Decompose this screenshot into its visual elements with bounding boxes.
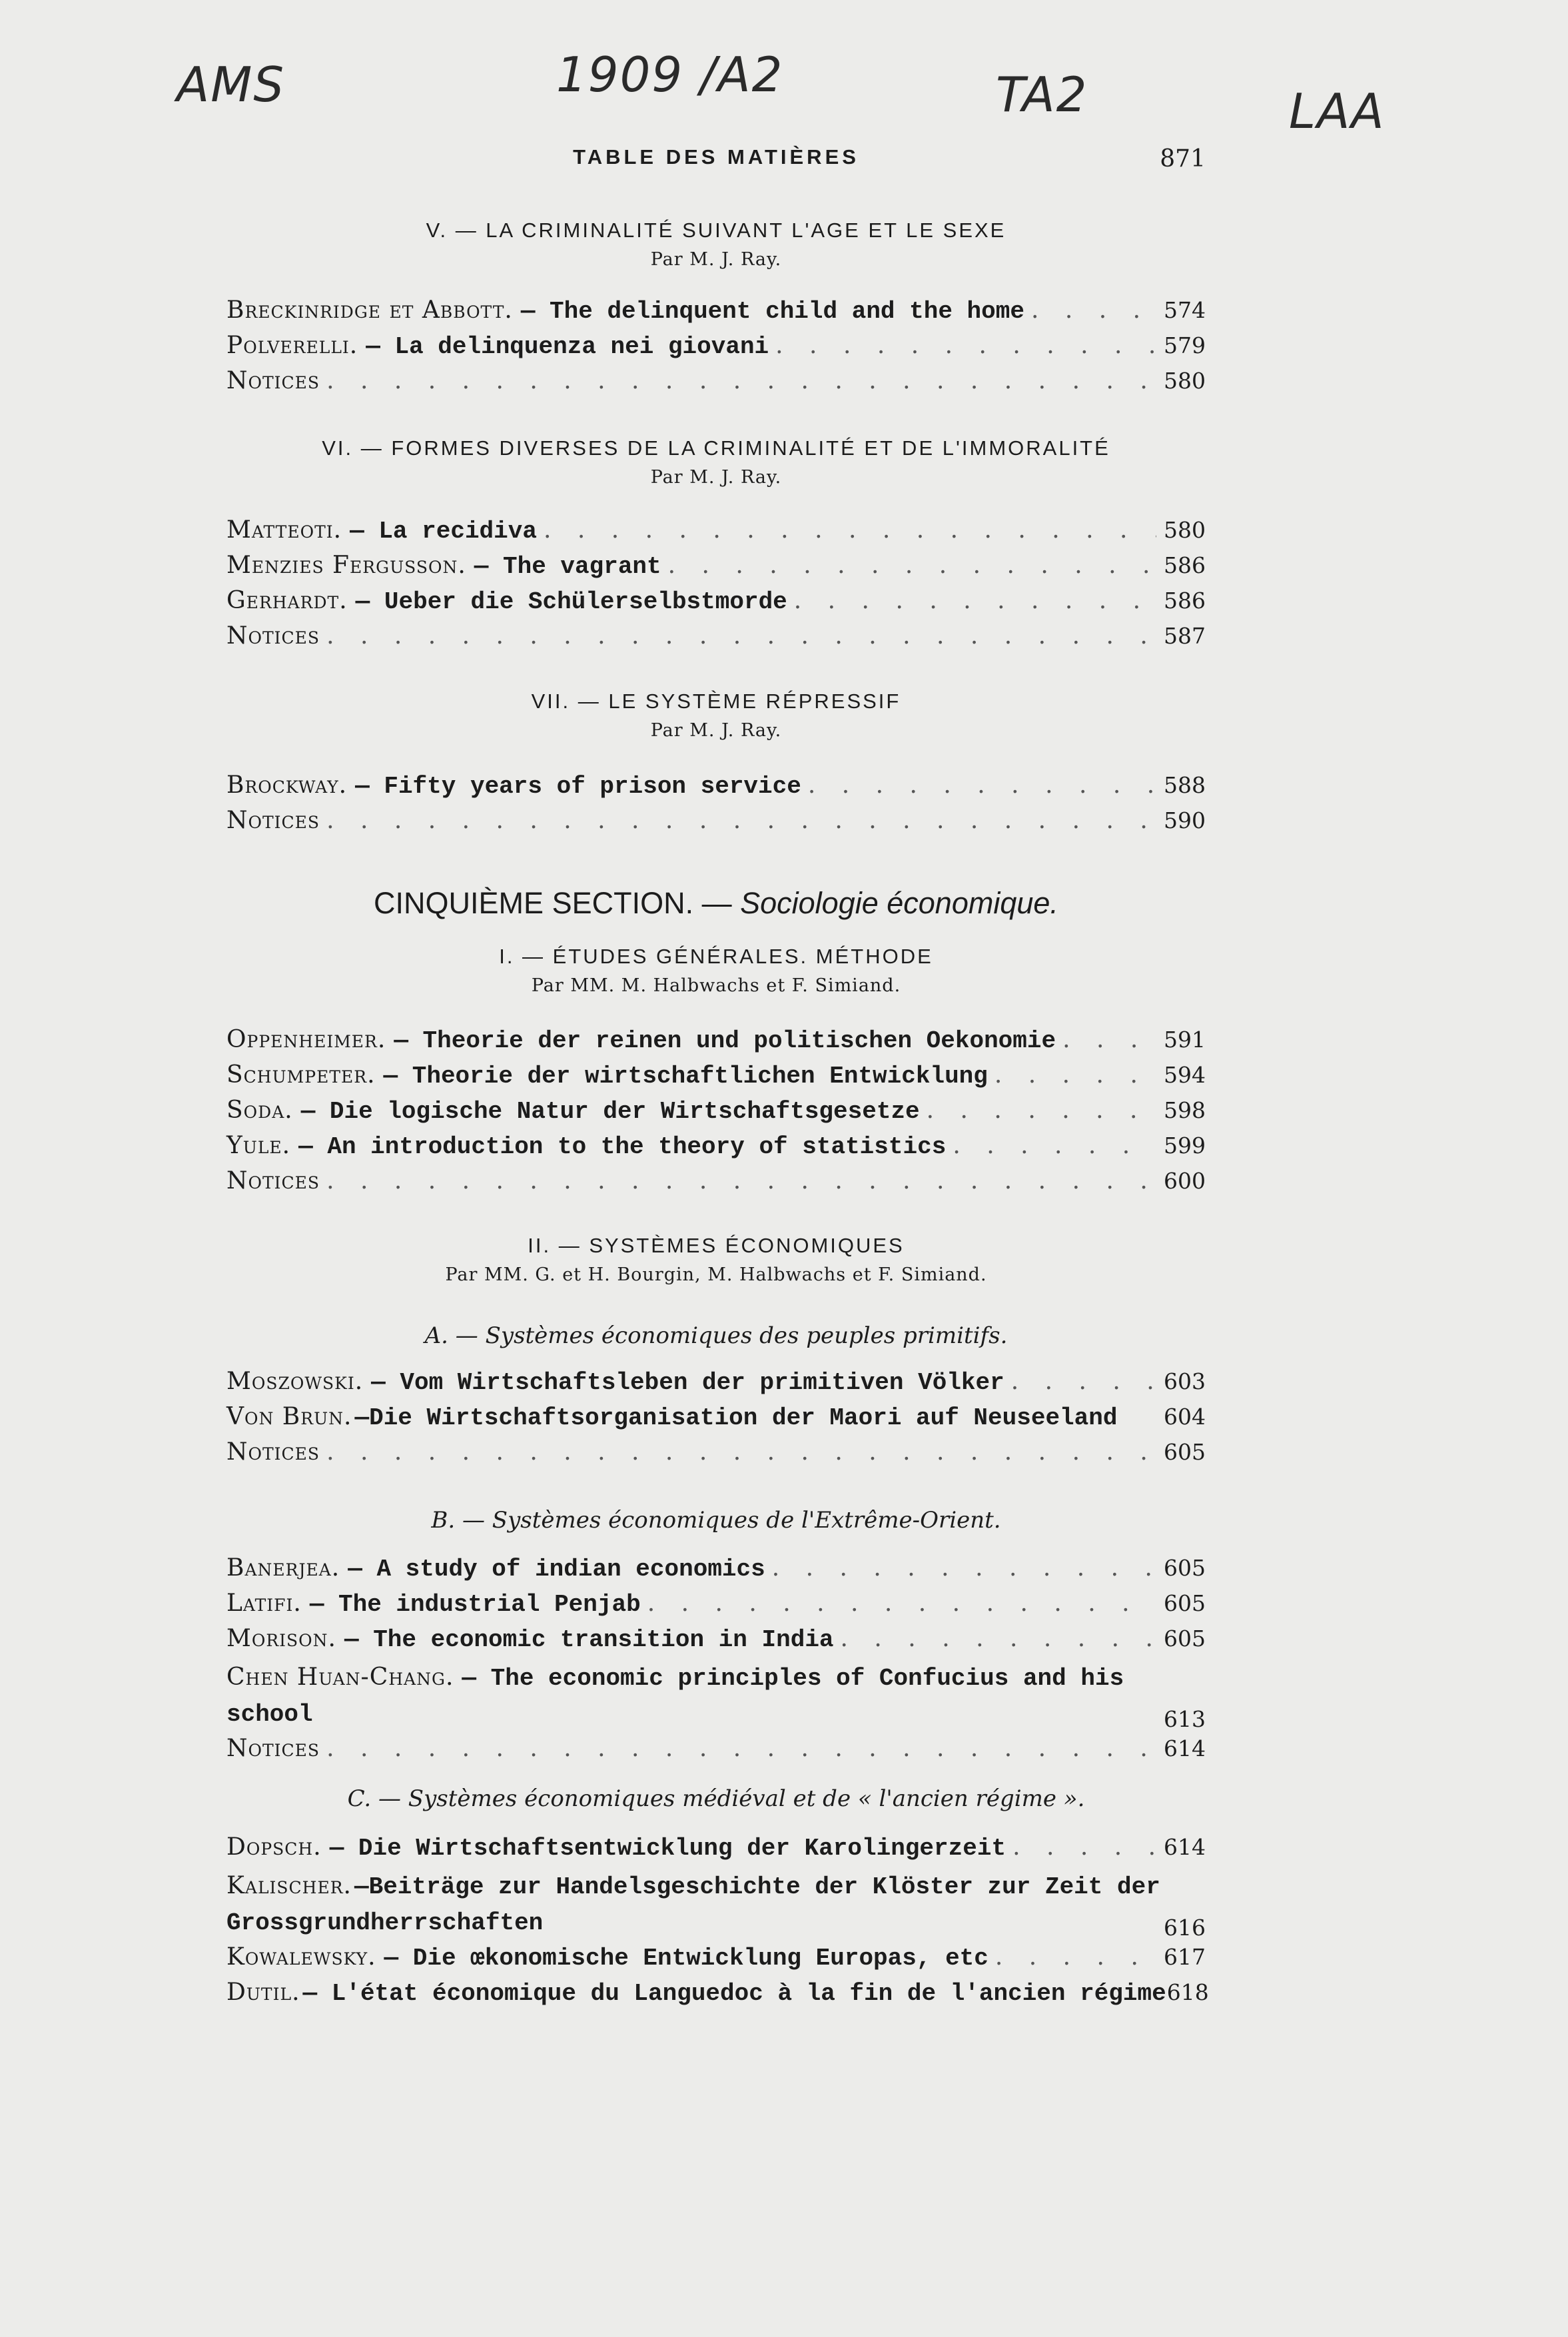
entry-author: Banerjea.	[226, 1554, 340, 1582]
toc-section-ii	[226, 1234, 1206, 1285]
entry-page: 586	[1164, 552, 1206, 578]
leader-dots	[326, 622, 1156, 650]
toc-entry[interactable]	[226, 771, 1206, 807]
toc-section-v	[226, 219, 1206, 270]
toc-entry[interactable]	[226, 516, 1206, 552]
toc-entry[interactable]	[226, 1368, 1206, 1403]
entry-author: Polverelli.	[226, 332, 358, 359]
major-section-name: Sociologie économique.	[740, 886, 1058, 920]
entry-title: — La recidiva	[350, 518, 537, 545]
entry-author: Oppenheimer.	[226, 1026, 386, 1053]
entry-author: Chen Huan-Chang.	[226, 1663, 454, 1691]
toc-entries-vi	[226, 516, 1206, 658]
handwritten-annotation-right-mid: TA2	[996, 67, 1088, 123]
entry-page: 598	[1164, 1097, 1206, 1123]
entry-title: — La delinquenza nei giovani	[366, 333, 769, 360]
section-heading: V. — LA CRIMINALITÉ SUIVANT L'AGE ET LE SEXE	[426, 219, 1006, 242]
entry-title: — Die Wirtschaftsentwicklung der Karolingerzeit	[329, 1835, 1006, 1862]
leader-dots	[326, 807, 1156, 834]
leader-dots	[775, 332, 1156, 359]
toc-entries-i	[226, 1026, 1206, 1202]
section-byline: Par M. J. Ray.	[650, 249, 782, 270]
entry-author: Moszowski.	[226, 1368, 364, 1395]
entry-author: Yule.	[226, 1132, 291, 1159]
leader-dots	[808, 771, 1156, 799]
major-section-title	[226, 886, 1206, 921]
entry-title: —Die Wirtschaftsorganisation der Maori auf Neuseeland	[354, 1404, 1118, 1432]
section-byline: Par MM. M. Halbwachs et F. Simiand.	[531, 975, 901, 996]
major-section-label: CINQUIÈME SECTION. —	[374, 886, 732, 920]
entry-page: 618	[1166, 1979, 1209, 2005]
entry-author: Von Brun.	[226, 1403, 352, 1430]
entry-page: 605	[1164, 1590, 1206, 1616]
section-heading: I. — ÉTUDES GÉNÉRALES. MÉTHODE	[499, 945, 933, 968]
entry-page: 614	[1164, 1834, 1206, 1860]
toc-entries-vii	[226, 771, 1206, 842]
entry-page: 591	[1164, 1027, 1206, 1053]
entry-page: 579	[1164, 332, 1206, 358]
leader-dots	[1031, 296, 1156, 324]
leader-dots	[927, 1097, 1156, 1124]
entry-author: Breckinridge et Abbott.	[226, 296, 513, 324]
entry-title: — The economic principles of Confucius and his school	[226, 1665, 1124, 1728]
entry-title: — Vom Wirtschaftsleben der primitiven Völker	[371, 1369, 1004, 1396]
toc-entry[interactable]	[226, 1660, 1206, 1732]
entry-page: 603	[1164, 1368, 1206, 1394]
toc-entry[interactable]	[226, 1403, 1206, 1438]
toc-entry[interactable]	[226, 332, 1206, 367]
entry-page: 599	[1164, 1133, 1206, 1159]
entry-title: — Theorie der wirtschaftlichen Entwicklung	[383, 1063, 988, 1090]
entry-title: — Fifty years of prison service	[355, 773, 801, 800]
entry-page: 580	[1164, 368, 1206, 394]
toc-entry[interactable]	[226, 1438, 1206, 1474]
entry-title: —Beiträge zur Handelsgeschichte der Klöster zur Zeit der Grossgrundherrschaften	[226, 1873, 1160, 1937]
entry-page: 594	[1164, 1062, 1206, 1088]
entry-title: — Theorie der reinen und politischen Oekonomie	[394, 1027, 1056, 1055]
entry-author: Soda.	[226, 1097, 293, 1124]
entry-author: Dutil.	[226, 1979, 300, 2006]
toc-section-vi	[226, 436, 1206, 488]
toc-section-i	[226, 945, 1206, 996]
entry-page: 605	[1164, 1555, 1206, 1581]
entry-author: Notices	[226, 367, 320, 394]
entry-author: Notices	[226, 807, 320, 834]
entry-page: 590	[1164, 807, 1206, 833]
toc-entry[interactable]	[226, 1590, 1206, 1625]
entry-title: — Ueber die Schülerselbstmorde	[355, 588, 787, 616]
entry-title: — The delinquent child and the home	[520, 298, 1024, 325]
toc-entries-c	[226, 1833, 1209, 2014]
toc-entry[interactable]	[226, 296, 1206, 332]
entry-page: 617	[1164, 1944, 1206, 1970]
toc-entry[interactable]	[226, 1132, 1206, 1167]
section-byline: Par M. J. Ray.	[650, 720, 782, 741]
running-title: TABLE DES MATIÈRES	[573, 145, 859, 169]
subsection-title: A. — Systèmes économiques des peuples primitifs.	[424, 1322, 1008, 1349]
leader-dots	[647, 1590, 1156, 1617]
entry-text	[226, 1660, 1163, 1732]
entry-author: Latifi.	[226, 1590, 302, 1617]
entry-author: Notices	[226, 1167, 320, 1194]
toc-entry[interactable]	[226, 552, 1206, 587]
entry-title: — Die œkonomische Entwicklung Europas, etc	[384, 1945, 988, 1972]
subsection-title: B. — Systèmes économiques de l'Extrême-Orient.	[431, 1507, 1001, 1534]
toc-entry[interactable]	[226, 1167, 1206, 1202]
toc-section-vii	[226, 690, 1206, 741]
toc-entry[interactable]	[226, 1554, 1206, 1590]
entry-title: — Die logische Natur der Wirtschaftsgesetze	[300, 1098, 920, 1125]
entry-author: Notices	[226, 622, 320, 650]
toc-entry[interactable]	[226, 587, 1206, 622]
entry-page: 605	[1164, 1439, 1206, 1465]
entry-page: 580	[1164, 517, 1206, 543]
entry-page: 586	[1164, 588, 1206, 614]
entry-title: — The vagrant	[474, 553, 661, 580]
toc-entry[interactable]	[226, 1061, 1206, 1097]
page-number: 871	[1160, 145, 1206, 173]
section-heading: VII. — LE SYSTÈME RÉPRESSIF	[531, 690, 901, 713]
toc-entry[interactable]	[226, 1625, 1206, 1660]
leader-dots	[794, 587, 1156, 614]
entry-page: 604	[1164, 1404, 1206, 1430]
toc-entries-b	[226, 1554, 1206, 1770]
entry-author: Notices	[226, 1735, 320, 1762]
entry-page: 605	[1164, 1626, 1206, 1651]
section-byline: Par M. J. Ray.	[650, 467, 782, 488]
toc-entry[interactable]	[226, 367, 1206, 402]
entry-author: Morison.	[226, 1625, 336, 1652]
leader-dots	[1012, 1833, 1156, 1861]
entry-page: 600	[1164, 1168, 1206, 1194]
leader-dots	[1011, 1368, 1156, 1395]
toc-entry[interactable]	[226, 1869, 1206, 1941]
entry-page: 588	[1164, 772, 1206, 798]
leader-dots	[326, 1438, 1156, 1466]
toc-entry[interactable]	[226, 1833, 1206, 1869]
leader-dots	[841, 1625, 1156, 1652]
running-head	[226, 145, 1206, 179]
toc-entries-a	[226, 1368, 1206, 1474]
toc-entry[interactable]	[226, 1097, 1206, 1132]
leader-dots	[953, 1132, 1156, 1159]
entry-page: 614	[1164, 1735, 1206, 1761]
entry-author: Schumpeter.	[226, 1061, 376, 1089]
toc-entry[interactable]	[226, 1735, 1206, 1770]
entry-page: 616	[1164, 1915, 1206, 1941]
entry-author: Menzies Fergusson.	[226, 552, 466, 579]
section-byline: Par MM. G. et H. Bourgin, M. Halbwachs et F. Simiand.	[445, 1264, 987, 1285]
toc-entry[interactable]	[226, 807, 1206, 842]
leader-dots	[1062, 1026, 1156, 1053]
leader-dots	[772, 1554, 1156, 1582]
leader-dots	[994, 1061, 1156, 1089]
leader-dots	[995, 1943, 1156, 1971]
toc-entries-v	[226, 296, 1206, 402]
entry-author: Kalischer.	[226, 1872, 352, 1899]
toc-entry[interactable]	[226, 1026, 1206, 1061]
handwritten-annotation-right: LAA	[1289, 83, 1385, 139]
toc-entry[interactable]	[226, 622, 1206, 658]
entry-author: Brockway.	[226, 771, 348, 799]
section-heading: II. — SYSTÈMES ÉCONOMIQUES	[528, 1234, 905, 1257]
leader-dots	[544, 516, 1156, 544]
handwritten-annotation-left: AMS	[177, 57, 286, 113]
entry-title: — The industrial Penjab	[309, 1591, 641, 1618]
subsection-title: C. — Systèmes économiques médiéval et de « l'ancien régime ».	[347, 1785, 1085, 1812]
entry-author: Gerhardt.	[226, 587, 348, 614]
toc-entry[interactable]	[226, 1979, 1209, 2014]
leader-dots	[326, 367, 1156, 394]
entry-title: — The economic transition in India	[344, 1626, 834, 1653]
entry-text	[226, 1869, 1163, 1941]
leader-dots	[668, 552, 1156, 579]
entry-author: Dopsch.	[226, 1833, 322, 1861]
handwritten-annotation-center: 1909 /A2	[556, 47, 784, 103]
section-heading: VI. — FORMES DIVERSES DE LA CRIMINALITÉ ET DE L'IMMORALITÉ	[322, 436, 1110, 460]
leader-dots	[326, 1167, 1156, 1194]
leader-dots	[326, 1735, 1156, 1762]
entry-title: — An introduction to the theory of statistics	[298, 1133, 947, 1161]
entry-author: Matteoti.	[226, 516, 342, 544]
entry-author: Notices	[226, 1438, 320, 1466]
toc-entry[interactable]	[226, 1943, 1206, 1979]
entry-page: 587	[1164, 623, 1206, 649]
entry-page: 613	[1164, 1706, 1206, 1732]
entry-title: — L'état économique du Languedoc à la fin de l'ancien régime	[302, 1980, 1166, 2007]
entry-author: Kowalewsky.	[226, 1943, 376, 1971]
entry-page: 574	[1164, 297, 1206, 323]
entry-title: — A study of indian economics	[348, 1556, 765, 1583]
